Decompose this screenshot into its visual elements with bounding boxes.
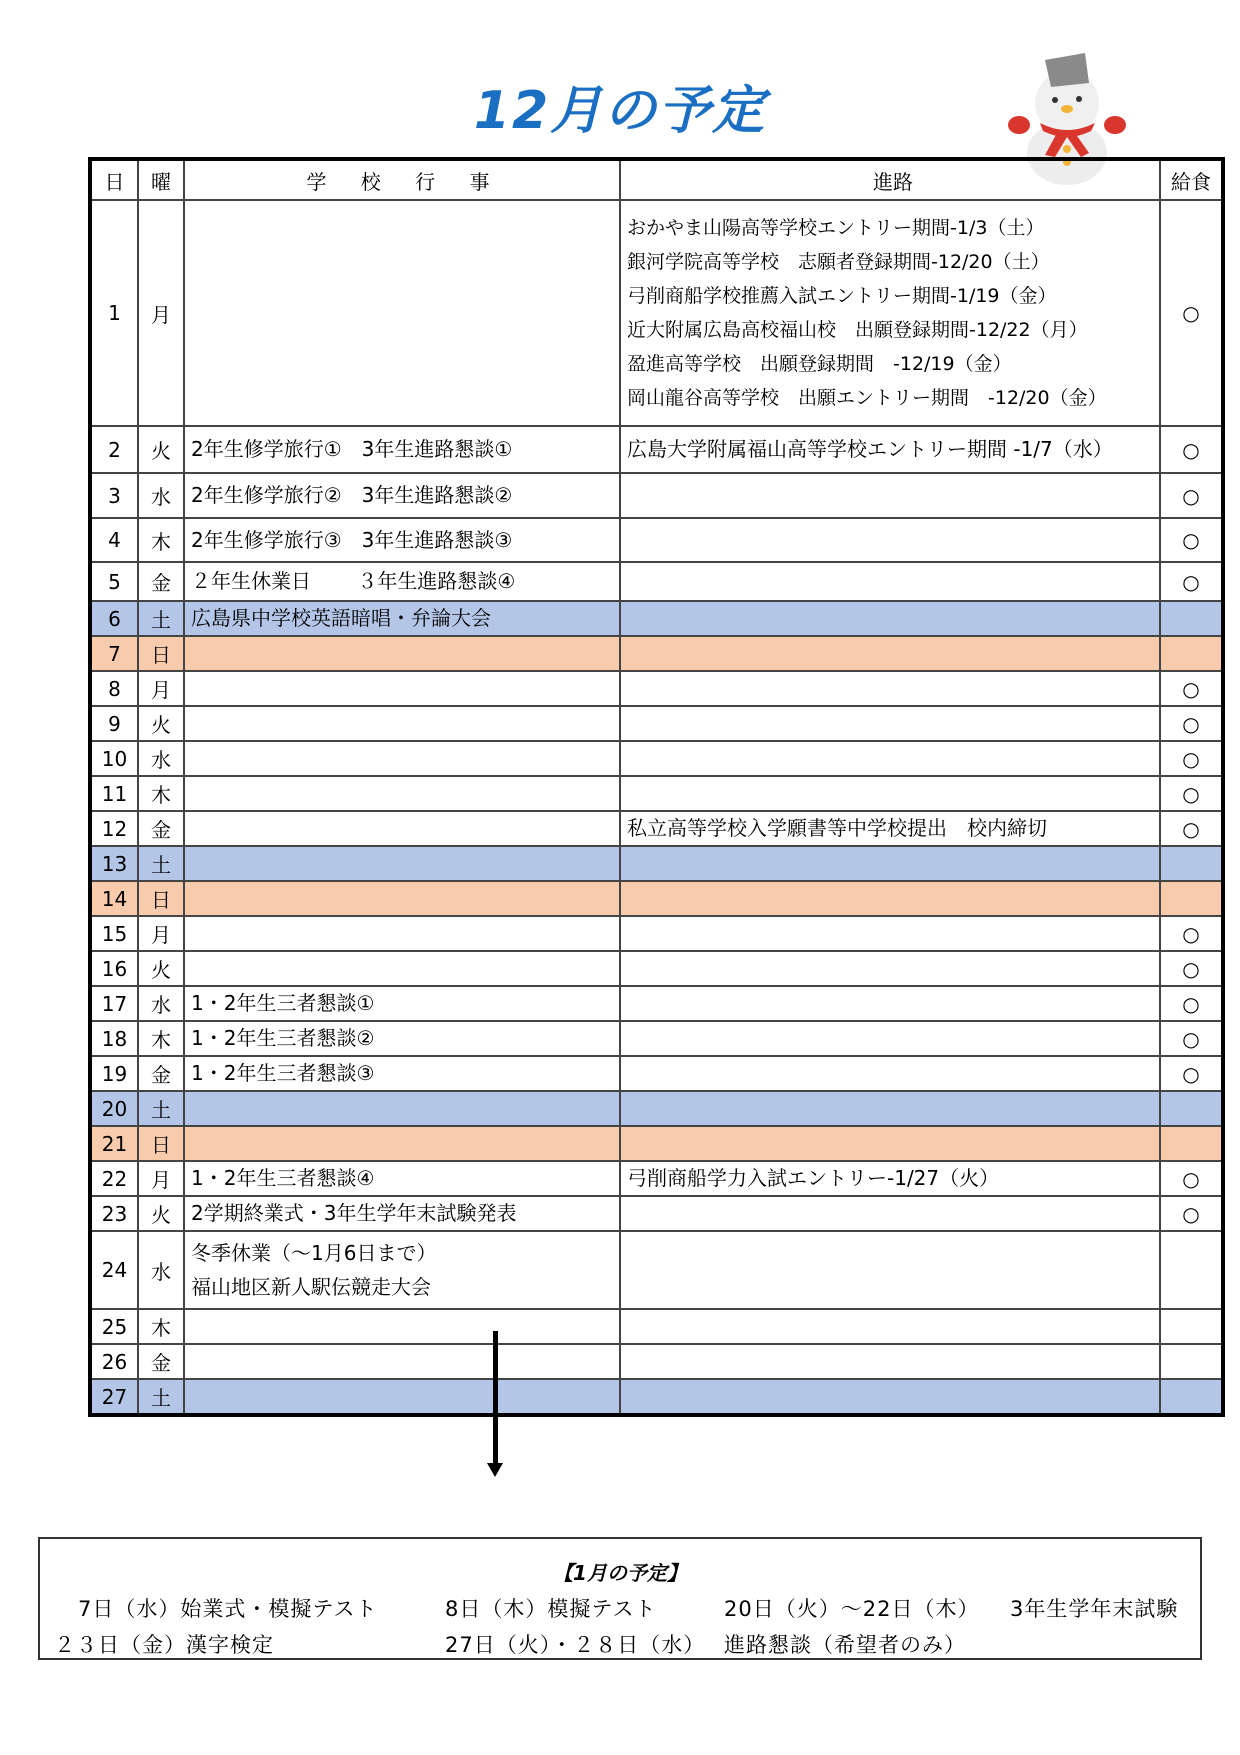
career-cell — [620, 916, 1160, 951]
events-cell — [184, 846, 620, 881]
january-item: 20日（火）～22日（木） — [724, 1597, 980, 1621]
day-cell: 11 — [90, 776, 138, 811]
lunch-cell — [1160, 776, 1223, 811]
weekday-cell: 土 — [138, 1091, 184, 1126]
event-text: 2年生修学旅行① 3年生進路懇談① — [191, 437, 513, 461]
career-text: 岡山龍谷高等学校 出願エントリー期間 -12/20（金） — [627, 387, 1107, 409]
career-text: 弓削商船学力入試エントリー-1/27（火） — [627, 1166, 1000, 1190]
lunch-cell — [1160, 916, 1223, 951]
table-row — [90, 1091, 1223, 1126]
table-row — [90, 986, 1223, 1021]
weekday-cell: 月 — [138, 1161, 184, 1196]
weekday-cell: 水 — [138, 1231, 184, 1309]
career-cell — [620, 811, 1160, 846]
events-cell — [184, 1161, 620, 1196]
events-cell — [184, 473, 620, 518]
event-text: 1・2年生三者懇談③ — [191, 1061, 375, 1085]
career-cell — [620, 1056, 1160, 1091]
table-row — [90, 846, 1223, 881]
weekday-cell: 火 — [138, 706, 184, 741]
table-row — [90, 1379, 1223, 1415]
lunch-cell — [1160, 1126, 1223, 1161]
day-cell: 26 — [90, 1344, 138, 1379]
lunch-mark: ○ — [1182, 437, 1200, 462]
day-cell: 15 — [90, 916, 138, 951]
career-cell — [620, 1379, 1160, 1415]
day-cell: 17 — [90, 986, 138, 1021]
january-item: 3年生学年末試験 — [1010, 1597, 1179, 1621]
lunch-cell — [1160, 1021, 1223, 1056]
day-cell: 27 — [90, 1379, 138, 1415]
events-cell — [184, 706, 620, 741]
career-cell — [620, 671, 1160, 706]
lunch-mark: ○ — [1182, 816, 1200, 841]
event-text: 冬季休業（～1月6日まで） — [191, 1241, 437, 1265]
weekday-cell: 日 — [138, 881, 184, 916]
events-cell — [184, 951, 620, 986]
events-cell — [184, 562, 620, 601]
events-cell — [184, 1344, 620, 1379]
weekday-cell: 水 — [138, 986, 184, 1021]
arrow-head-icon — [487, 1463, 503, 1477]
career-cell — [620, 426, 1160, 473]
career-cell — [620, 846, 1160, 881]
table-row — [90, 916, 1223, 951]
day-cell: 6 — [90, 601, 138, 636]
event-text: ２年生休業日 ３年生進路懇談④ — [191, 569, 516, 593]
events-cell — [184, 1309, 620, 1344]
lunch-mark: ○ — [1182, 921, 1200, 946]
lunch-cell — [1160, 1196, 1223, 1231]
day-cell: 25 — [90, 1309, 138, 1344]
header-lunch: 給食 — [1160, 159, 1223, 200]
table-row — [90, 1056, 1223, 1091]
event-text: 2学期終業式・3年生学年末試験発表 — [191, 1201, 517, 1225]
career-text: 広島大学附属福山高等学校エントリー期間 -1/7（水） — [627, 437, 1113, 461]
lunch-mark: ○ — [1182, 1026, 1200, 1051]
lunch-cell — [1160, 426, 1223, 473]
events-cell — [184, 1126, 620, 1161]
weekday-cell: 金 — [138, 811, 184, 846]
weekday-cell: 火 — [138, 1196, 184, 1231]
weekday-cell: 月 — [138, 200, 184, 426]
table-row — [90, 426, 1223, 473]
table-row — [90, 200, 1223, 426]
lunch-mark: ○ — [1182, 569, 1200, 594]
lunch-mark: ○ — [1182, 746, 1200, 771]
header-events: 学 校 行 事 — [184, 159, 620, 200]
career-cell — [620, 1344, 1160, 1379]
events-cell — [184, 426, 620, 473]
weekday-cell: 日 — [138, 1126, 184, 1161]
career-text: 盈進高等学校 出願登録期間 -12/19（金） — [627, 353, 1012, 375]
career-text: 近大附属広島高校福山校 出願登録期間-12/22（月） — [627, 319, 1088, 341]
career-cell — [620, 776, 1160, 811]
table-row — [90, 1126, 1223, 1161]
event-text: 福山地区新人駅伝競走大会 — [191, 1275, 431, 1299]
lunch-cell — [1160, 1344, 1223, 1379]
january-item: 8日（木）模擬テスト — [445, 1597, 657, 1621]
lunch-cell — [1160, 562, 1223, 601]
weekday-cell: 土 — [138, 601, 184, 636]
lunch-cell — [1160, 986, 1223, 1021]
day-cell: 23 — [90, 1196, 138, 1231]
career-cell — [620, 881, 1160, 916]
events-cell — [184, 881, 620, 916]
schedule-table — [88, 157, 1225, 1417]
career-cell — [620, 562, 1160, 601]
lunch-cell — [1160, 518, 1223, 562]
events-cell — [184, 916, 620, 951]
lunch-cell — [1160, 473, 1223, 518]
event-text: 1・2年生三者懇談④ — [191, 1166, 375, 1190]
january-item: 27日（火）・２８日（水） — [445, 1633, 706, 1657]
page-title-text: 12月の予定 — [473, 81, 767, 141]
lunch-mark: ○ — [1182, 301, 1200, 325]
lunch-cell — [1160, 1309, 1223, 1344]
lunch-cell — [1160, 671, 1223, 706]
events-cell — [184, 1379, 620, 1415]
table-row — [90, 1196, 1223, 1231]
career-cell — [620, 741, 1160, 776]
table-row — [90, 1021, 1223, 1056]
day-cell: 9 — [90, 706, 138, 741]
weekday-cell: 木 — [138, 518, 184, 562]
header-weekday: 曜 — [138, 159, 184, 200]
january-title: 【1月の予定】 — [553, 1561, 687, 1585]
career-cell — [620, 518, 1160, 562]
events-cell — [184, 200, 620, 426]
lunch-mark: ○ — [1182, 1201, 1200, 1226]
table-row — [90, 1231, 1223, 1309]
lunch-mark: ○ — [1182, 711, 1200, 736]
lunch-cell — [1160, 1091, 1223, 1126]
events-cell — [184, 741, 620, 776]
table-row — [90, 671, 1223, 706]
day-cell: 22 — [90, 1161, 138, 1196]
career-cell — [620, 473, 1160, 518]
winter-break-arrow-icon — [493, 1331, 498, 1465]
event-text: 広島県中学校英語暗唱・弁論大会 — [191, 606, 491, 630]
lunch-cell — [1160, 1379, 1223, 1415]
career-cell — [620, 951, 1160, 986]
weekday-cell: 月 — [138, 671, 184, 706]
day-cell: 21 — [90, 1126, 138, 1161]
lunch-mark: ○ — [1182, 956, 1200, 981]
table-row — [90, 1161, 1223, 1196]
lunch-mark: ○ — [1182, 676, 1200, 701]
day-cell: 16 — [90, 951, 138, 986]
weekday-cell: 水 — [138, 741, 184, 776]
day-cell: 13 — [90, 846, 138, 881]
events-cell — [184, 671, 620, 706]
career-cell — [620, 1091, 1160, 1126]
lunch-mark: ○ — [1182, 483, 1200, 508]
career-text: 弓削商船学校推薦入試エントリー期間-1/19（金） — [627, 285, 1057, 307]
day-cell: 19 — [90, 1056, 138, 1091]
lunch-cell — [1160, 741, 1223, 776]
weekday-cell: 金 — [138, 1344, 184, 1379]
events-cell — [184, 601, 620, 636]
header-career: 進路 — [620, 159, 1160, 200]
january-item: 進路懇談（希望者のみ） — [724, 1633, 966, 1657]
lunch-mark: ○ — [1182, 1166, 1200, 1191]
lunch-mark: ○ — [1182, 528, 1200, 552]
january-item: ２３日（金）漢字検定 — [54, 1633, 274, 1657]
table-row — [90, 881, 1223, 916]
schedule-body — [90, 200, 1223, 1415]
lunch-cell — [1160, 601, 1223, 636]
lunch-mark: ○ — [1182, 781, 1200, 806]
day-cell: 8 — [90, 671, 138, 706]
day-cell: 14 — [90, 881, 138, 916]
weekday-cell: 土 — [138, 846, 184, 881]
lunch-mark: ○ — [1182, 991, 1200, 1016]
weekday-cell: 土 — [138, 1379, 184, 1415]
events-cell — [184, 518, 620, 562]
lunch-cell — [1160, 881, 1223, 916]
career-cell — [620, 1309, 1160, 1344]
weekday-cell: 木 — [138, 1309, 184, 1344]
weekday-cell: 木 — [138, 776, 184, 811]
table-row — [90, 562, 1223, 601]
lunch-cell — [1160, 1056, 1223, 1091]
events-cell — [184, 811, 620, 846]
day-cell: 24 — [90, 1231, 138, 1309]
table-row — [90, 1344, 1223, 1379]
events-cell — [184, 636, 620, 671]
table-row — [90, 601, 1223, 636]
table-row — [90, 473, 1223, 518]
lunch-cell — [1160, 636, 1223, 671]
career-cell — [620, 986, 1160, 1021]
event-text: 1・2年生三者懇談② — [191, 1026, 375, 1050]
table-row — [90, 1309, 1223, 1344]
table-row — [90, 951, 1223, 986]
day-cell: 2 — [90, 426, 138, 473]
day-cell: 5 — [90, 562, 138, 601]
weekday-cell: 木 — [138, 1021, 184, 1056]
lunch-cell — [1160, 811, 1223, 846]
career-text: 私立高等学校入学願書等中学校提出 校内締切 — [627, 816, 1047, 840]
day-cell: 12 — [90, 811, 138, 846]
events-cell — [184, 1056, 620, 1091]
event-text: 2年生修学旅行② 3年生進路懇談② — [191, 483, 513, 507]
lunch-cell — [1160, 951, 1223, 986]
career-text: 銀河学院高等学校 志願者登録期間-12/20（土） — [627, 251, 1050, 273]
lunch-cell — [1160, 1161, 1223, 1196]
career-cell — [620, 1161, 1160, 1196]
day-cell: 10 — [90, 741, 138, 776]
table-row — [90, 636, 1223, 671]
events-cell — [184, 1021, 620, 1056]
career-text: おかやま山陽高等学校エントリー期間-1/3（土） — [627, 217, 1045, 239]
career-cell — [620, 1196, 1160, 1231]
event-text: 1・2年生三者懇談① — [191, 991, 375, 1015]
career-cell — [620, 601, 1160, 636]
day-cell: 7 — [90, 636, 138, 671]
career-cell — [620, 1021, 1160, 1056]
events-cell — [184, 986, 620, 1021]
table-row — [90, 518, 1223, 562]
lunch-cell — [1160, 706, 1223, 741]
career-cell — [620, 200, 1160, 426]
table-row — [90, 811, 1223, 846]
header-day: 日 — [90, 159, 138, 200]
table-row — [90, 776, 1223, 811]
january-item: 7日（水）始業式・模擬テスト — [78, 1597, 378, 1621]
table-row — [90, 706, 1223, 741]
events-cell — [184, 1196, 620, 1231]
events-cell — [184, 1231, 620, 1309]
table-header-row — [90, 159, 1223, 200]
events-cell — [184, 776, 620, 811]
career-cell — [620, 636, 1160, 671]
day-cell: 4 — [90, 518, 138, 562]
event-text: 2年生修学旅行③ 3年生進路懇談③ — [191, 528, 513, 552]
weekday-cell: 火 — [138, 426, 184, 473]
day-cell: 20 — [90, 1091, 138, 1126]
lunch-cell — [1160, 200, 1223, 426]
table-row — [90, 741, 1223, 776]
day-cell: 18 — [90, 1021, 138, 1056]
weekday-cell: 金 — [138, 562, 184, 601]
day-cell: 3 — [90, 473, 138, 518]
lunch-mark: ○ — [1182, 1061, 1200, 1086]
lunch-cell — [1160, 1231, 1223, 1309]
lunch-cell — [1160, 846, 1223, 881]
career-cell — [620, 1231, 1160, 1309]
january-schedule-box — [38, 1537, 1202, 1660]
events-cell — [184, 1091, 620, 1126]
weekday-cell: 月 — [138, 916, 184, 951]
career-cell — [620, 706, 1160, 741]
career-cell — [620, 1126, 1160, 1161]
weekday-cell: 金 — [138, 1056, 184, 1091]
weekday-cell: 水 — [138, 473, 184, 518]
weekday-cell: 日 — [138, 636, 184, 671]
day-cell: 1 — [90, 200, 138, 426]
weekday-cell: 火 — [138, 951, 184, 986]
